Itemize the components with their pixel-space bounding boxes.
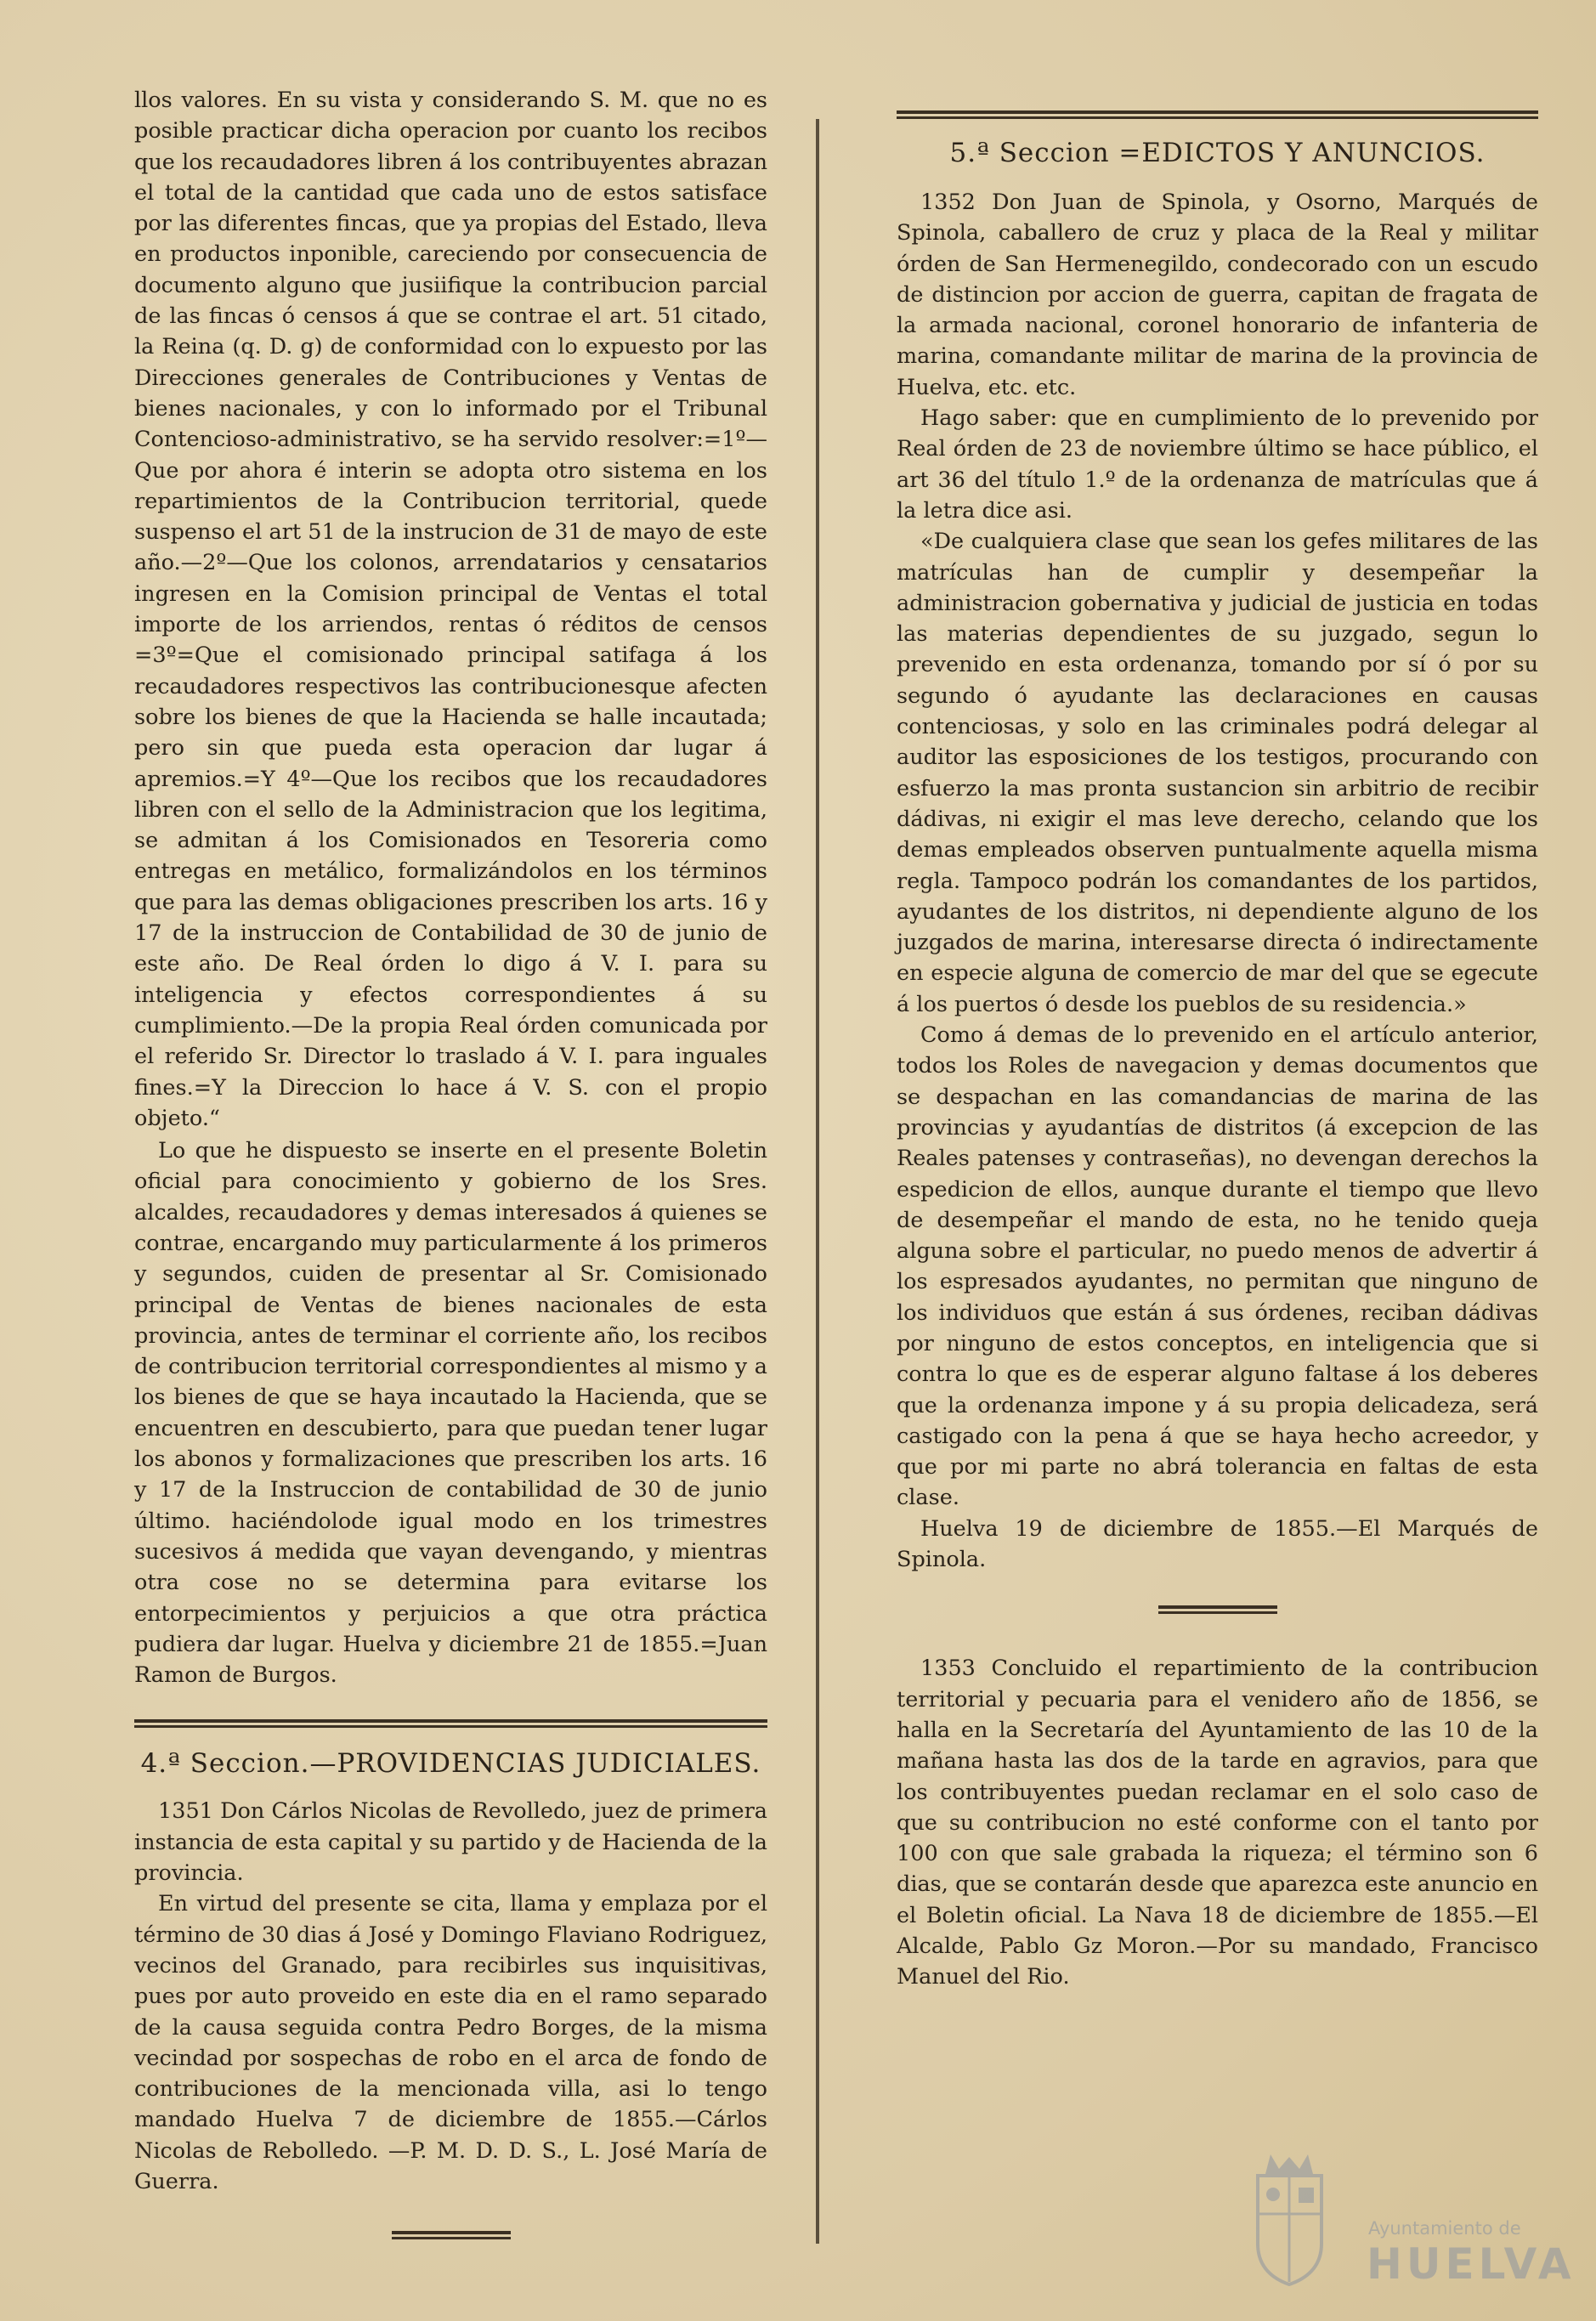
item-1351-heading: 1351 Don Cárlos Nicolas de Revolledo, juez de primera instancia de esta capital y su partido y de Hacienda de la provincia. [134,1798,767,1887]
continued-decree-paragraph: llos valores. En su vista y considerando S. M. que no es posible practicar dicha operacion por cuanto los recibos que los recaudadores libren á los contribuyentes abrazan el total de la cantidad que cada uno de estos satisface por las diferentes fincas, que ya propias del Estado, lleva en productos inponible, careciendo por consecuencia de documento alguno que jusiifique la contribucion parcial de las fincas ó censos á que se contrae el art. 51 citado, la Reina (q. D. g) de conformidad con lo expuesto por las Direcciones generales de Contribuciones y Ventas de bienes nacionales, y con lo informado por el Tribunal Contencioso-administrativo, se ha servido resolver:=1º—Que por ahora é interin se adopta otro sistema en los repartimientos de la Contribucion territorial, quede suspenso el art 51 de la instrucion de 31 de mayo de este año.—2º—Que los colonos, arrendatarios y censatarios ingresen en la Comision principal de Ventas el total importe de los arriendos, rentas ó réditos de censos =3º=Que el comisionado principal satifaga á los recaudadores respectivos las contribucionesque afecten sobre los bienes de que la Hacienda se halle incautada; pero sin que pueda esta operacion dar lugar á apremios.=Y 4º—Que los recibos que los recaudadores libren con el sello de la Administracion que los legitima, se admitan á los Comisionados en Tesoreria como entregas en metálico, formalizándolos en los términos que para las demas obligaciones prescriben los arts. 16 y 17 de la instruccion de Contabilidad de 30 de junio de este año. De Real órden lo digo á V. I. para su inteligencia y efectos correspondientes á su cumplimiento.—De la propia Real órden comunicada por el referido Sr. Director lo traslado á V. I. para inguales fines.=Y la Direccion lo hace á V. S. con el propio objeto.“ [134,88,767,1131]
item-1351-body: En virtud del presente se cita, llama y emplaza por el término de 30 dias á José y Domingo Flaviano Rodriguez, vecinos del Granado, para recibirles sus inquisitivas, pues por auto proveido en este dia en el ramo separado de la causa seguida contra Pedro Borges, de la misma vecindad por sospechas de robo en el arca de fondo de contribuciones de la mencionada villa, asi lo tengo mandado Huelva 7 de diciembre de 1855.—Cárlos Nicolas de Rebolledo. —P. M. D. D. S., L. José María de Guerra. [134,1891,767,2194]
watermark-line-1: Ayuntamiento de [1368,2218,1521,2239]
section-divider-rule [134,1719,767,1728]
end-rule [392,2231,511,2239]
item-1352-warning: Como á demas de lo prevenido en el artículo anterior, todos los Roles de navegacion y demas documentos que se despachan en las comandancias de marina de las provincias y ayudantías de distritos (á excepcion de las Reales patenses y contraseñas), no devengan derechos la espedicion de ellos, aunque durante el tiempo que llevo de desempeñar el mando de esta, no he tenido queja alguna sobre el particular, no puedo menos de advertir á los espresados ayudantes, no permitan que ninguno de los individuos que están á sus órdenes, reciban dádivas por ninguno de estos conceptos, en inteligencia que si contra lo que es de esperar alguno faltase á los deberes que la ordenanza impone y á su propia delicadeza, será castigado con la pena á que se haya hecho acreedor, y que por mi parte no abrá tolerancia en faltas de esta clase. [897,1022,1538,1511]
section-5-title: 5.ª Seccion =EDICTOS Y ANUNCIOS. [949,138,1486,168]
coat-of-arms-icon [1249,2150,1330,2286]
item-1352-notice: Hago saber: que en cumplimiento de lo prevenido por Real órden de 23 de noviembre último se hace público, el art 36 del título 1.º de la ordenanza de matrículas que á la letra dice asi. [897,405,1538,524]
dispatch-paragraph: Lo que he dispuesto se inserte en el presente Boletin oficial para conocimiento y gobierno de los Sres. alcaldes, recaudadores y demas interesados á quienes se contrae, encargando muy particularmente á los primeros y segundos, cuiden de presentar al Sr. Comisionado principal de Ventas de bienes nacionales de esta provincia, antes de terminar el corriente año, los recibos de contribucion territorial correspondientes al mismo y a los bienes de que se haya incautado la Hacienda, que se encuentren en descubierto, para que puedan tener lugar los abonos y formalizaciones que prescriben los arts. 16 y 17 de la Instruccion de contabilidad de 30 de junio último. haciéndolode igual modo en los trimestres sucesivos á medida que vayan devengando, y mientras otra cose no se determina para evitarse los entorpecimientos y perjuicios a que otra práctica pudiera dar lugar. Huelva y diciembre 21 de 1855.=Juan Ramon de Burgos. [134,1138,767,1689]
column-divider [816,119,819,2244]
right-column [897,85,1538,1993]
archive-watermark [1249,2142,1576,2312]
item-1352-signature: Huelva 19 de diciembre de 1855.—El Marqués de Spinola. [897,1515,1538,1573]
section-4-title: 4.ª Seccion.—PROVIDENCIAS JUDICIALES. [140,1748,761,1780]
watermark-line-2: HUELVA [1367,2239,1576,2289]
mid-rule [1158,1605,1277,1614]
item-1353-body: 1353 Concluido el repartimiento de la contribucion territorial y pecuaria para el venidero año de 1856, se halla en la Secretaría del Ayuntamiento de las 10 de la mañana hasta las dos de la tarde en agravios, para que los contribuyentes puedan reclamar en el solo caso de que su contribucion no esté conforme con el tanto por 100 con que sale grabada la riqueza; el término son 6 dias, que se contarán desde que aparezca este anuncio en el Boletin oficial. La Nava 18 de diciembre de 1855.—El Alcalde, Pablo Gz Moron.—Por su mandado, Francisco Manuel del Rio. [897,1656,1538,1990]
left-column [134,85,767,2239]
item-1352-intro: 1352 Don Juan de Spinola, y Osorno, Marqués de Spinola, caballero de cruz y placa de la Real y militar órden de San Hermenegildo, condecorado con un escudo de distincion por accion de guerra, capitan de fragata de la armada nacional, coronel honorario de infanteria de marina, comandante militar de marina de la provincia de Huelva, etc. etc. [897,190,1538,400]
item-1352-quoted-article: «De cualquiera clase que sean los gefes militares de las matrículas han de cumplir y desempeñar la administracion gobernativa y judicial de justicia en todas las materias dependientes de su juzgado, segun lo prevenido en esta ordenanza, tomando por sí ó por su segundo ó ayudante las declaraciones en causas contenciosas, y solo en las criminales podrá delegar al auditor las esposiciones de los testigos, procurando con esfuerzo la mas pronta sustancion sin arbitrio de recibir dádivas, ni exigir el mas leve derecho, celando que los demas empleados observen puntualmente aquella misma regla. Tampoco podrán los comandantes de los partidos, ayudantes de los distritos, ni dependiente alguno de los juzgados de marina, interesarse directa ó indirectamente en especie alguna de comercio de mar del que se egecute á los puertos ó desde los pueblos de su residencia.» [897,529,1538,1017]
top-rule [897,110,1538,119]
